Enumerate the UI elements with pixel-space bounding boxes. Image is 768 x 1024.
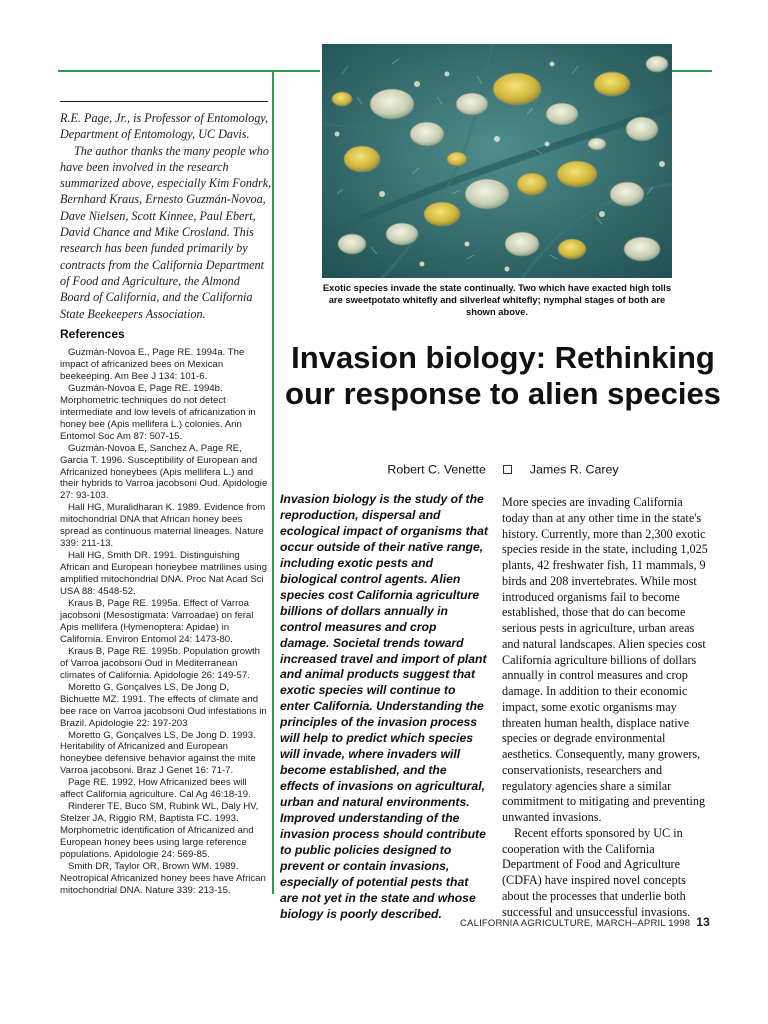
reference-item: Guzmán-Novoa E, Sanchez A, Page RE, Garcia T. 1996. Susceptibility of European and Africanized honeybees (Apis mellifera L.) and their hybrids to Varroa jacobsoni Oud. Apidologie 27: 93-103. [60,442,268,502]
author-separator-box [503,465,512,474]
reference-item: Hall HG, Smith DR. 1991. Distinguishing African and European honeybee matrilines using amplified mitochondrial DNA. Proc Nat Acad Sci USA 88: 4548-52. [60,550,267,598]
article-title: Invasion biology: Rethinking our response to alien species [285,340,721,411]
author-name: Robert C. Venette [387,462,486,477]
reference-item: Hall HG, Muralidharan K. 1989. Evidence from mitochondrial DNA that African honey bees spread as continuous maternal lineages. Nature 339: 211-13. [60,502,266,550]
photo-caption: Exotic species invade the state continually. Two which have exacted high tolls are sweetpotato whitefly and silverleaf whitefly; nymphal stages of both are shown above. [322,282,672,317]
references-heading: References [60,327,125,341]
page-number: 13 [696,915,710,929]
author-name: James R. Carey [529,462,619,477]
reference-item: Kraus B, Page RE. 1995b. Population growth of Varroa jacobsoni Oud in Mediterranean climates of California. Apidologie 26: 149-57. [60,645,260,681]
article-body [502,495,712,920]
bio-paragraph-1: R.E. Page, Jr., is Professor of Entomology, Department of Entomology, UC Davis. [60,111,269,142]
page-footer [440,915,710,929]
header-rule-left [58,70,320,72]
reference-item: Moretto G, Gonçalves LS, De Jong D. 1993. Heritability of Africanized and European honeybee defensive behavior against the mite Varroa jacobsoni. Braz J Genet 16: 71-7. [60,729,256,777]
reference-item: Rinderer TE, Buco SM, Rubink WL, Daly HV, Stelzer JA, Riggio RM, Baptista FC. 1993. Morphometric identification of Africanized and European honey bees using large reference populations. Apidologie 24: 569-85. [60,801,259,861]
reference-item: Guzmán-Novoa E., Page RE. 1994a. The impact of africanized bees on Mexican beekeeping. Am Bee J 134: 101-6. [60,347,245,382]
reference-item: Smith DR, Taylor OR, Brown WM. 1989. Neotropical Africanized honey bees have African mitochondrial DNA. Nature 339: 213-15. [60,860,266,896]
header-rule-right [672,70,712,72]
bio-paragraph-2: The author thanks the many people who have been involved in the research summarized above, especially Kim Fondrk, Bernhard Kraus, Ernesto Guzmán-Novoa, Dave Nielsen, Scott Kinnee, Paul Ebert, David Chance and Mike Crosland. This research has been funded primarily by contracts from the California Department of Food and Agriculture, the Almond Board of California, and the California State Beekeepers Association. [60,143,272,321]
article-abstract: Invasion biology is the study of the reproduction, dispersal and ecological impact of organisms that occur outside of their native range, including exotic pests and biological control agents. Alien species cost California agriculture billions of dollars annually in control measures and crop damage. Societal trends toward increased travel and import of plant and animal products suggest that exotic species will continue to enter California. Understanding the principles of the invasion process will help to predict which species will invade, where invaders will become established, and the effects of invasions on agricultural, urban and natural environments. Improved understanding of the invasion process should contribute to public policies designed to prevent or contain invasions, especially of potential pests that are not yet in the state and whose biology is poorly described. [280,492,488,921]
references-list [60,347,268,897]
reference-item: Guzmán-Novoa E, Page RE. 1994b. Morphometric techniques do not detect intermediate and low levels of africanization in honey bee (Apis mellifera L.) colonies. Ann Entomol Soc Am 87: 507-15. [60,382,256,442]
column-divider [272,72,274,894]
body-paragraph-1: More species are invading California today than at any other time in the state's history. Currently, more than 2,300 exotic species reside in the state, including 1,025 plants, 42 freshwater fish, 11 mammals, 9 birds and 208 invertebrates. While most introduced organisms fail to become established, those that do can become serious pests in agriculture, urban areas and natural landscapes. Alien species cost California agriculture billions of dollars annually in control measures and crop damage. In addition to their economic impact, some exotic organisms may threaten human health, displace native species or degrade environmental aesthetics. Consequently, many growers, conservationists, researchers and regulatory agencies share a similar commitment to mitigating and preventing unwanted invasions. [502,495,708,824]
article-authors [278,462,728,477]
reference-item: Page RE. 1992. How Africanized bees will affect California agriculture. Cal Ag 46:18-19. [60,777,251,801]
journal-name: CALIFORNIA AGRICULTURE, MARCH–APRIL 1998 [459,918,691,929]
body-paragraph-2: Recent efforts sponsored by UC in cooperation with the California Department of Food and Agriculture (CDFA) have inspired novel concepts about the processes that underlie both successful and unsuccessful invasions. [502,825,691,919]
reference-item: Moretto G, Gonçalves LS, De Jong D, Bichuette MZ. 1991. The effects of climate and bee race on Varroa jacobsoni Oud infestations in Brazil. Apidologie 22: 197-203 [60,681,267,729]
whitefly-photo [322,44,672,278]
bio-top-rule [60,101,268,102]
leaf-illustration [322,44,672,278]
author-bio [60,110,272,322]
reference-item: Kraus B, Page RE. 1995a. Effect of Varroa jacobsoni (Mesostigmata: Varroadae) on feral Apis mellifera (Hymenoptera: Apidae) in California. Environ Entomol 24: 1473-80. [60,598,254,645]
